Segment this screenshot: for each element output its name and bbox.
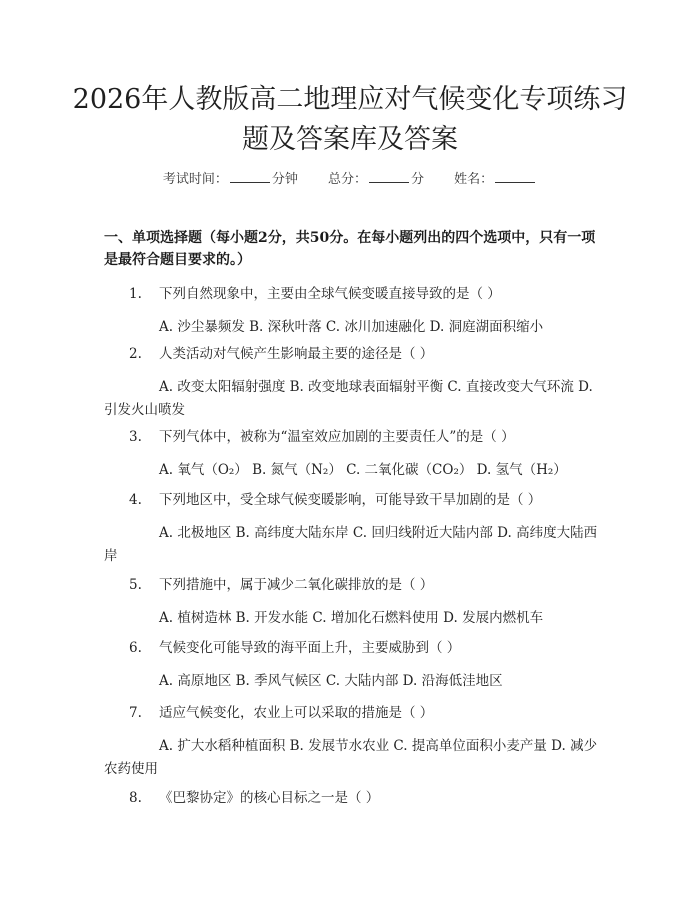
question-number: 4.: [129, 492, 142, 508]
question-stem: 下列气体中，被称为“温室效应加剧的主要责任人”的是（ ）: [159, 429, 515, 445]
question-item: [104, 574, 600, 630]
question-stem-line: [104, 343, 600, 366]
question-options: A. 沙尘暴频发 B. 深秋叶落 C. 冰川加速融化 D. 洞庭湖面积缩小: [159, 319, 544, 335]
question-options: A. 氧气（O₂） B. 氮气（N₂） C. 二氧化碳（CO₂） D. 氢气（H₂）: [159, 462, 567, 478]
question-item: [104, 702, 600, 781]
question-stem: 人类活动对气候产生影响最主要的途径是（ ）: [159, 346, 434, 362]
question-stem-line: [104, 637, 600, 660]
exam-info-line: [0, 168, 700, 187]
exam-time-unit: 分钟: [271, 172, 298, 187]
question-stem-line: [104, 489, 600, 512]
question-options: A. 高原地区 B. 季风气候区 C. 大陆内部 D. 沿海低洼地区: [159, 673, 503, 689]
question-number: 8.: [129, 790, 142, 806]
question-stem-line: [104, 426, 600, 449]
question-number: 7.: [129, 705, 142, 721]
question-options: A. 扩大水稻种植面积 B. 发展节水农业 C. 提高单位面积小麦产量 D. 减少农药使用: [104, 738, 598, 777]
question-stem-line: [104, 283, 600, 306]
total-score-field: [328, 172, 428, 187]
student-name-field: [454, 172, 537, 187]
question-item: [104, 283, 600, 339]
exam-time-blank[interactable]: [230, 170, 270, 183]
student-name-blank[interactable]: [495, 170, 535, 183]
question-stem-line: [104, 787, 600, 810]
question-stem-line: [104, 702, 600, 725]
question-stem: 下列措施中，属于减少二氧化碳排放的是（ ）: [159, 577, 434, 593]
exam-time-label: 考试时间：: [162, 172, 228, 187]
total-score-blank[interactable]: [369, 170, 409, 183]
student-name-label: 姓名：: [454, 172, 494, 187]
question-stem: 下列地区中，受全球气候变暖影响，可能导致干旱加剧的是（ ）: [159, 492, 542, 508]
question-item: [104, 489, 600, 568]
total-score-unit: 分: [411, 172, 425, 187]
question-stem: 适应气候变化，农业上可以采取的措施是（ ）: [159, 705, 434, 721]
section-heading: 一、单项选择题（每小题2分，共50分。在每小题列出的四个选项中，只有一项是最符合题目要求的。）: [104, 230, 596, 268]
question-options: A. 北极地区 B. 高纬度大陆东岸 C. 回归线附近大陆内部 D. 高纬度大陆西岸: [104, 525, 598, 564]
question-item: [104, 343, 600, 422]
document-title: 2026年人教版高二地理应对气候变化专项练习题及答案库及答案: [72, 84, 628, 155]
question-options: A. 植树造林 B. 开发水能 C. 增加化石燃料使用 D. 发展内燃机车: [159, 610, 544, 626]
question-stem: 下列自然现象中，主要由全球气候变暖直接导致的是（ ）: [159, 286, 501, 302]
question-number: 2.: [129, 346, 142, 362]
question-item: [104, 426, 600, 482]
question-item: [104, 637, 600, 693]
question-stem: 《巴黎协定》的核心目标之一是（ ）: [159, 790, 380, 806]
total-score-label: 总分：: [327, 172, 367, 187]
question-stem-line: [104, 574, 600, 597]
question-number: 6.: [129, 640, 142, 656]
question-number: 5.: [129, 577, 142, 593]
question-stem: 气候变化可能导致的海平面上升，主要威胁到（ ）: [159, 640, 461, 656]
question-item: [104, 787, 600, 810]
question-number: 3.: [129, 429, 142, 445]
question-number: 1.: [129, 286, 142, 302]
question-options: A. 改变太阳辐射强度 B. 改变地球表面辐射平衡 C. 直接改变大气环流 D. 引发火山喷发: [104, 379, 593, 418]
exam-time-field: [163, 172, 302, 187]
